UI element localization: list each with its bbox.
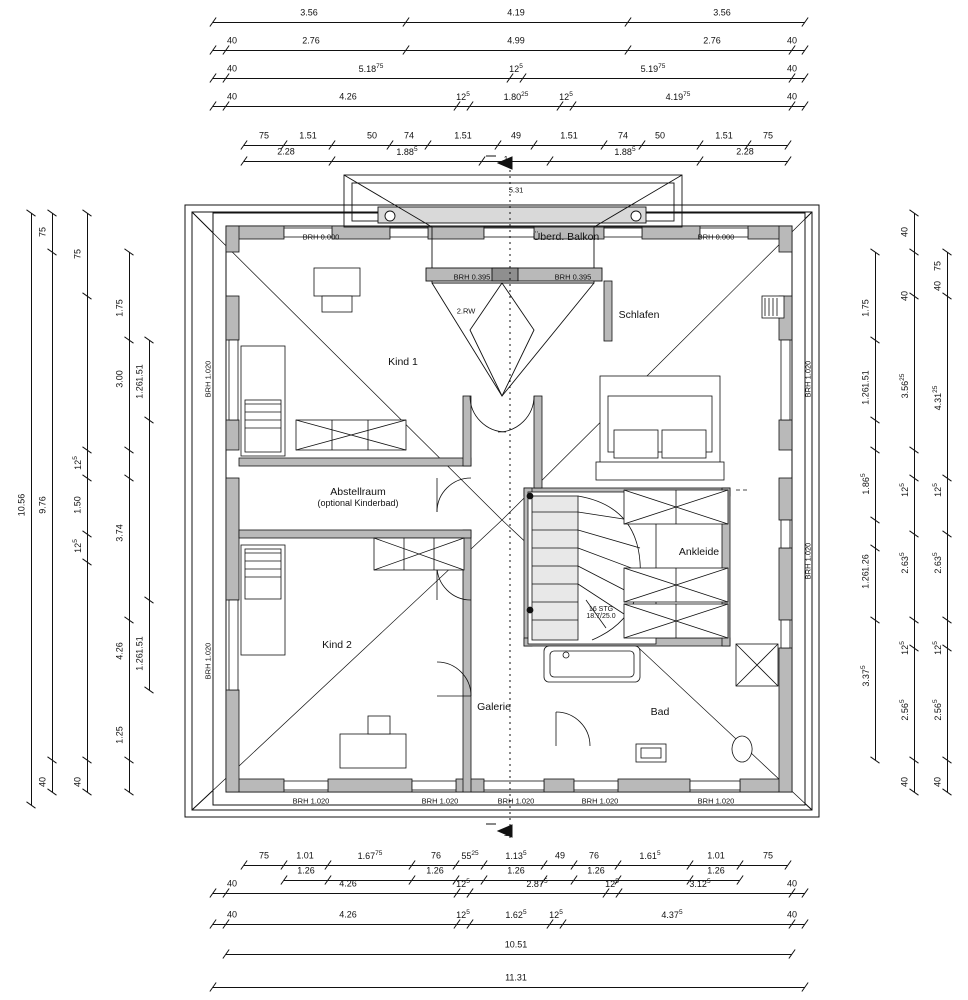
dimension-value: 49 (554, 850, 566, 861)
dimension-value: 75 (258, 130, 270, 141)
dimension-value: 40 (226, 878, 238, 889)
dimension-value: 40 (786, 63, 798, 74)
dimension-value: 1.51 (715, 130, 733, 141)
room-label: Kind 1 (388, 356, 418, 368)
room-label: Bad (650, 706, 670, 718)
dimension-line (213, 106, 805, 107)
dimension-value: $12^5$ (932, 641, 943, 655)
room-label: Kind 2 (322, 639, 352, 651)
dimension-line (914, 213, 915, 792)
dimension-value: 10.56 (16, 493, 27, 517)
dimension-value: 40 (226, 63, 238, 74)
dimension-line (226, 954, 792, 955)
dimension-value: 1.26 (860, 571, 871, 589)
dimension-value: 1.75 (860, 299, 871, 317)
dimension-value: 75 (932, 260, 943, 272)
annotation-text: BRH 1.020 (497, 796, 535, 806)
dimension-value: 40 (786, 878, 798, 889)
annotation-text: BRH 1.020 (292, 796, 330, 806)
dimension-value: 1.50 (72, 496, 83, 514)
dimension-value: 10.51 (504, 939, 528, 950)
dimension-value: 50 (654, 130, 666, 141)
dimension-value: 4.99 (507, 35, 525, 46)
dimension-line (87, 213, 88, 792)
dimension-value: 1.26 (426, 865, 444, 876)
dimension-line (875, 252, 876, 760)
annotation-text: 5.31 (508, 185, 524, 195)
annotation-text: BRH 0.395 (453, 272, 491, 282)
dimension-value: 3.56 (300, 7, 318, 18)
dimension-line (213, 893, 805, 894)
dimension-value: $12^5$ (509, 63, 523, 74)
dimension-value: 4.19 (507, 7, 525, 18)
dimension-value: 2.56$^5$ (899, 699, 910, 721)
annotation-text: BRH 0.000 (302, 232, 340, 242)
dimension-value: 3.12$^5$ (689, 878, 711, 889)
dimension-line (244, 161, 788, 162)
dimension-value: 1.86$^5$ (860, 473, 871, 495)
dimension-value: 40 (37, 776, 48, 788)
section-mark-label: 1 (503, 829, 509, 838)
dimension-value: 4.19$^{75}$ (665, 91, 691, 102)
dimension-value: 11.31 (505, 972, 527, 983)
dimension-value: 2.28 (736, 146, 754, 157)
dimension-value: 1.51 (134, 364, 145, 382)
dimension-value: 1.88$^5$ (396, 146, 418, 157)
dimension-value: $12^5$ (932, 483, 943, 497)
dimension-value: 1.26 (587, 865, 605, 876)
dimension-value: $12^5$ (456, 91, 470, 102)
dimension-line (244, 145, 788, 146)
dimension-line (129, 252, 130, 792)
dimension-value: 40 (899, 776, 910, 788)
dimension-line (52, 213, 53, 792)
dimension-value: $55^{25}$ (461, 850, 479, 861)
dimension-value: 76 (588, 850, 600, 861)
dimension-value: 40 (226, 35, 238, 46)
dimension-value: 1.51 (299, 130, 317, 141)
annotation-text: BRH 0.395 (554, 272, 592, 282)
dimension-value: 2.56$^5$ (932, 699, 943, 721)
dimension-value: 1.51 (134, 636, 145, 654)
dimension-value: 5.18$^{75}$ (358, 63, 384, 74)
annotation-text-vertical: BRH 1.020 (803, 542, 813, 580)
dimension-value: 2.76 (703, 35, 721, 46)
dimension-value: 1.01 (296, 850, 314, 861)
dimension-value: 2.63$^5$ (899, 552, 910, 574)
dimension-value: 1.25 (114, 726, 125, 744)
dimension-value: 1.26 (860, 387, 871, 405)
dimension-value: 5.19$^{75}$ (640, 63, 666, 74)
dimension-value: 40 (932, 280, 943, 292)
dimension-value: $12^5$ (559, 91, 573, 102)
dimension-line (31, 213, 32, 805)
room-label (317, 486, 398, 508)
dimension-line (213, 50, 805, 51)
room-label: Überd. Balkon (532, 231, 600, 243)
room-label-line1: Abstellraum (330, 486, 386, 498)
stair-step-count (586, 606, 615, 620)
dimension-line (213, 924, 805, 925)
dimension-value: 49 (510, 130, 522, 141)
dimension-value: $12^5$ (549, 909, 563, 920)
annotation-text: BRH 1.020 (697, 796, 735, 806)
dimension-value: 76 (430, 850, 442, 861)
annotation-text-vertical: BRH 1.020 (203, 360, 213, 398)
dimension-value: 2.28 (277, 146, 295, 157)
dimension-value: 1.51 (860, 370, 871, 388)
dimension-value: 3.56$^{25}$ (899, 373, 910, 399)
dimension-value: $12^5$ (899, 483, 910, 497)
dimension-value: 1.13$^5$ (505, 850, 527, 861)
dimension-value: 1.26 (507, 865, 525, 876)
dimension-value: 40 (899, 290, 910, 302)
dimension-value: $12^5$ (72, 456, 83, 470)
room-label: Ankleide (678, 546, 720, 558)
dimension-value: 1.80$^{25}$ (503, 91, 529, 102)
dimension-value: 40 (932, 776, 943, 788)
annotation-text: BRH 0.000 (697, 232, 735, 242)
stair-label-line1: 16 STG (588, 606, 614, 613)
dimension-value: 3.37$^5$ (860, 665, 871, 687)
dimension-value: 3.74 (114, 524, 125, 542)
dimension-value: 1.26 (134, 653, 145, 671)
dimension-value: 4.26 (339, 91, 357, 102)
dimension-value: 75 (37, 226, 48, 238)
dimension-value: 75 (762, 850, 774, 861)
dimension-value: 1.62$^5$ (505, 909, 527, 920)
dimension-value: 1.88$^5$ (614, 146, 636, 157)
annotation-text: BRH 1.020 (421, 796, 459, 806)
dimension-value: 74 (403, 130, 415, 141)
room-label: Galerie (477, 701, 511, 713)
dimension-value: 40 (786, 91, 798, 102)
annotation-text-vertical: BRH 1.020 (803, 360, 813, 398)
dimension-value: 2.87$^5$ (526, 878, 548, 889)
annotation-text-vertical: BRH 1.020 (203, 642, 213, 680)
annotation-text: BRH 1.020 (581, 796, 619, 806)
dimension-value: 1.67$^{75}$ (357, 850, 383, 861)
dimension-value: 75 (72, 248, 83, 260)
dimension-value: 75 (258, 850, 270, 861)
dimension-value: $12^5$ (456, 909, 470, 920)
dimension-value: $12^5$ (456, 878, 470, 889)
dimension-value: 40 (786, 909, 798, 920)
dimension-value: 3.00 (114, 370, 125, 388)
dimension-value: 2.63$^5$ (932, 552, 943, 574)
dimension-value: 1.75 (114, 299, 125, 317)
section-mark-label: 1 (503, 155, 509, 164)
dimension-value: 9.76 (37, 496, 48, 514)
dimension-value: 74 (617, 130, 629, 141)
dimension-value: 3.56 (713, 7, 731, 18)
dimension-value: 4.26 (339, 909, 357, 920)
dimension-value: 4.37$^5$ (661, 909, 683, 920)
dimension-value: 1.26 (707, 865, 725, 876)
dimension-value: 1.51 (454, 130, 472, 141)
dimension-value: 40 (899, 226, 910, 238)
dimension-value: 2.76 (302, 35, 320, 46)
dimension-line (213, 22, 805, 23)
dimension-value: 50 (366, 130, 378, 141)
dimension-value: 75 (762, 130, 774, 141)
dimension-value: 1.51 (560, 130, 578, 141)
dimension-value: 1.01 (707, 850, 725, 861)
room-label-line2: (optional Kinderbad) (317, 498, 399, 508)
dimension-value: $12^5$ (899, 641, 910, 655)
dimension-value: 1.26 (860, 554, 871, 572)
dimension-value: 1.26 (297, 865, 315, 876)
stair-label-line2: 18.7/25.0 (586, 613, 616, 620)
dimension-value: 1.26 (134, 381, 145, 399)
dimension-value: 40 (226, 909, 238, 920)
dimension-value: $12^5$ (605, 878, 619, 889)
dimension-value: 40 (786, 35, 798, 46)
annotation-text: 2.RW (456, 306, 476, 316)
dimension-line (947, 252, 948, 792)
dimension-value: 40 (226, 91, 238, 102)
dimension-value: 4.26 (339, 878, 357, 889)
dimension-value: 4.31$^{25}$ (932, 385, 943, 411)
dimension-value: 1.61$^5$ (639, 850, 661, 861)
dimension-line (213, 987, 805, 988)
room-label: Schlafen (618, 309, 660, 321)
dimension-value: $12^5$ (72, 539, 83, 553)
dimension-value: 40 (72, 776, 83, 788)
dimension-line (149, 340, 150, 690)
dimension-value: 4.26 (114, 642, 125, 660)
